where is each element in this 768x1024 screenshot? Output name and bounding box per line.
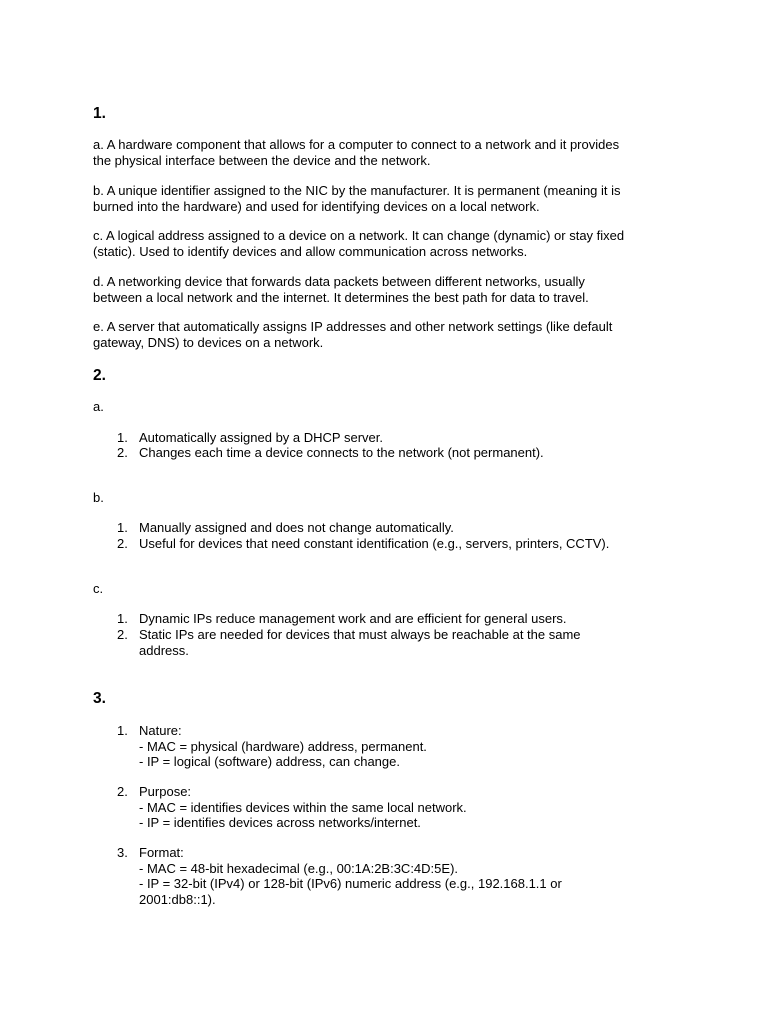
q3-item-2-mac: - MAC = identifies devices within the same local network. [139,799,467,815]
q3-heading: 3. [93,690,106,707]
q2-c-item-2-number: 2. [117,627,128,642]
q3-item-1-mac: - MAC = physical (hardware) address, permanent. [139,738,427,754]
q1-answer-a-line1: a. A hardware component that allows for a computer to connect to a network and it provides [93,137,620,152]
q2-c-item-1-text: Dynamic IPs reduce management work and are efficient for general users. [139,611,567,626]
q3-item-2-ip: - IP = identifies devices across networks/internet. [139,815,421,830]
q1-answer-c [93,228,683,259]
q1-answer-c-line2: (static). Used to identify devices and allow communication across networks. [93,243,528,259]
q3-item-2-title: Purpose: [139,784,192,799]
q1-answer-d [93,274,683,305]
q1-answer-b [93,183,683,214]
q1-answer-b-line2: burned into the hardware) and used for identifying devices on a local network. [93,198,540,214]
q3-item-3-number: 3. [117,845,128,860]
q1-answer-e [93,319,683,350]
q2-a-item-1-number: 1. [117,430,128,445]
q2-c-item-2-text-line2: address. [139,642,189,658]
q3-item-2-number: 2. [117,784,128,799]
q1-answer-e-line2: gateway, DNS) to devices on a network. [93,334,324,350]
q2-c-item-1-number: 1. [117,611,128,626]
q3-item-1-title: Nature: [139,723,182,738]
q1-answer-d-line2: between a local network and the internet. It determines the best path for data to travel. [93,289,589,305]
q1-answer-a [93,137,683,168]
q2-a-item-1-text: Automatically assigned by a DHCP server. [139,430,383,445]
q3-item-3-ip-line1: - IP = 32-bit (IPv4) or 128-bit (IPv6) numeric address (e.g., 192.168.1.1 or [139,876,562,891]
q1-answer-d-line1: d. A networking device that forwards data packets between different networks, usually [93,274,585,289]
q2-c-item-2-text-line1: Static IPs are needed for devices that must always be reachable at the same [139,627,581,642]
q2-b-item-2-text: Useful for devices that need constant identification (e.g., servers, printers, CCTV). [139,536,610,551]
q2-a-item-2-number: 2. [117,445,128,460]
q2-c-label: c. [93,581,104,596]
q2-b-item-1-text: Manually assigned and does not change automatically. [139,520,454,535]
q3-item-1-ip: - IP = logical (software) address, can change. [139,754,400,769]
q2-a-label: a. [93,399,104,414]
q2-a-item-2-text: Changes each time a device connects to the network (not permanent). [139,445,544,460]
q1-heading: 1. [93,105,106,122]
q2-heading: 2. [93,367,106,384]
q3-item-3-mac: - MAC = 48-bit hexadecimal (e.g., 00:1A:2B:3C:4D:5E). [139,860,459,876]
q3-item-1-number: 1. [117,723,128,738]
q2-b-item-1-number: 1. [117,520,128,535]
q1-answer-b-line1: b. A unique identifier assigned to the NIC by the manufacturer. It is permanent (meaning it is [93,183,621,198]
q2-b-label: b. [93,490,104,505]
q3-item-3-ip-line2: 2001:db8::1). [139,891,216,907]
q1-answer-a-line2: the physical interface between the device and the network. [93,152,431,168]
q1-answer-c-line1: c. A logical address assigned to a device on a network. It can change (dynamic) or stay fixed [93,228,625,243]
q3-item-3-title: Format: [139,845,184,860]
q1-answer-e-line1: e. A server that automatically assigns IP addresses and other network settings (like default [93,319,613,334]
q2-b-item-2-number: 2. [117,536,128,551]
